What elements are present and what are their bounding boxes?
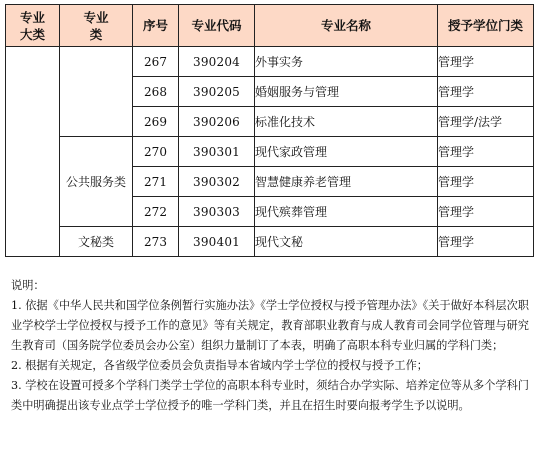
- code-cell: 390205: [179, 77, 255, 107]
- majors-table: [5, 4, 534, 257]
- name-cell: 外事实务: [255, 47, 438, 77]
- name-cell: 现代殡葬管理: [255, 197, 438, 227]
- notes-title: 说明：: [11, 279, 45, 292]
- header-name: 专业名称: [255, 5, 438, 47]
- note-item-3: 3. 学校在设置可授多个学科门类学士学位的高职本科专业时，须结合办学实际、培养定位等从多个学科门类中明确提出该专业点学士学位授予的唯一学科门类，并且在招生时要向报考学生予以说明。: [11, 379, 529, 412]
- name-cell: 婚姻服务与管理: [255, 77, 438, 107]
- name-cell: 智慧健康养老管理: [255, 167, 438, 197]
- degree-cell: 管理学: [438, 47, 534, 77]
- subcategory-cell-prior: [60, 47, 133, 137]
- seq-cell: 267: [133, 47, 179, 77]
- code-cell: 390303: [179, 197, 255, 227]
- degree-cell: 管理学: [438, 77, 534, 107]
- degree-cell: 管理学: [438, 197, 534, 227]
- table-row: [6, 137, 534, 167]
- subcategory-cell-public-service: 公共服务类: [60, 137, 133, 227]
- table-row: [6, 227, 534, 257]
- category-cell: [6, 47, 60, 257]
- degree-cell: 管理学/法学: [438, 107, 534, 137]
- header-category: 专业 大类: [6, 5, 60, 47]
- seq-cell: 269: [133, 107, 179, 137]
- name-cell: 现代文秘: [255, 227, 438, 257]
- table-row: [6, 47, 534, 77]
- table-header-row: [6, 5, 534, 47]
- code-cell: 390401: [179, 227, 255, 257]
- note-item-1: 1. 依据《中华人民共和国学位条例暂行实施办法》《学士学位授权与授予管理办法》《关于做好本科层次职业学校学士学位授权与授予工作的意见》等有关规定，教育部职业教育与成人教育司会同学位管理与研究生教育司（国务院学位委员会办公室）组织力量制订了本表，明确了高职本科专业归属的学科门类；: [11, 299, 529, 352]
- degree-cell: 管理学: [438, 137, 534, 167]
- header-subcategory: 专业 类: [60, 5, 133, 47]
- code-cell: 390206: [179, 107, 255, 137]
- seq-cell: 270: [133, 137, 179, 167]
- degree-cell: 管理学: [438, 227, 534, 257]
- header-degree: 授予学位门类: [438, 5, 534, 47]
- degree-cell: 管理学: [438, 167, 534, 197]
- notes-section: [11, 276, 529, 416]
- note-item-2: 2. 根据有关规定，各省级学位委员会负责指导本省域内学士学位的授权与授予工作；: [11, 359, 428, 372]
- header-seq: 序号: [133, 5, 179, 47]
- seq-cell: 273: [133, 227, 179, 257]
- code-cell: 390204: [179, 47, 255, 77]
- name-cell: 现代家政管理: [255, 137, 438, 167]
- seq-cell: 272: [133, 197, 179, 227]
- seq-cell: 271: [133, 167, 179, 197]
- code-cell: 390302: [179, 167, 255, 197]
- code-cell: 390301: [179, 137, 255, 167]
- subcategory-cell-secretarial: 文秘类: [60, 227, 133, 257]
- name-cell: 标准化技术: [255, 107, 438, 137]
- seq-cell: 268: [133, 77, 179, 107]
- header-code: 专业代码: [179, 5, 255, 47]
